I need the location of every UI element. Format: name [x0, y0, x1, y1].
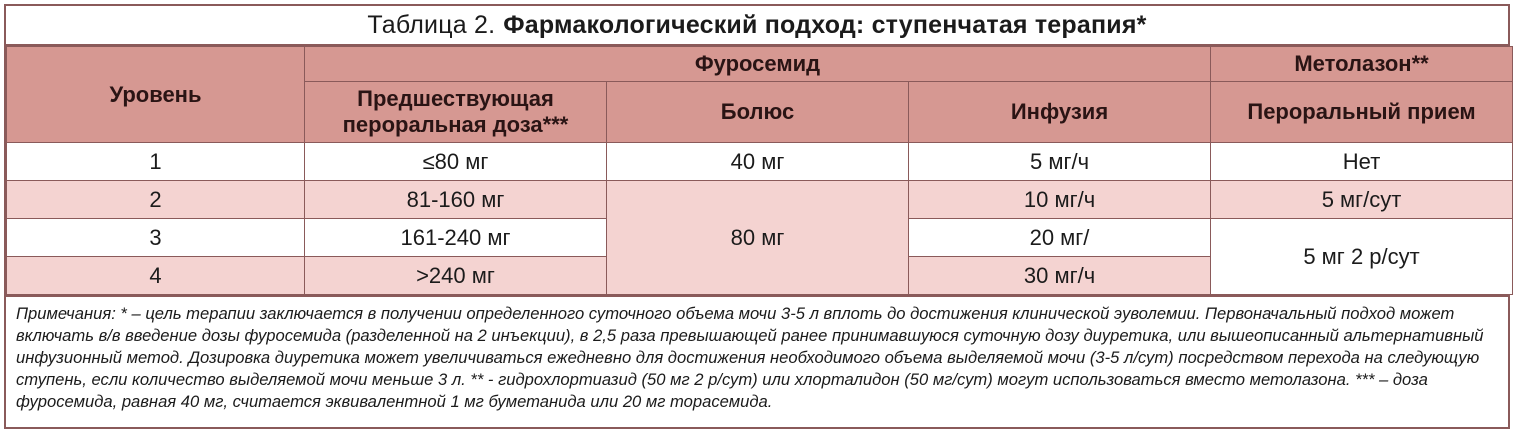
header-row-1 — [7, 47, 1513, 82]
cell-oral: Нет — [1211, 143, 1513, 181]
therapy-table — [6, 46, 1513, 295]
table-title — [6, 6, 1508, 46]
cell-infusion: 20 мг/ — [909, 219, 1211, 257]
cell-oral-merged: 5 мг 2 р/сут — [1211, 219, 1513, 295]
table-notes: Примечания: * – цель терапии заключается в получении определенного суточного объема мочи 3-5 л вплоть до достижения клинической эуволемии. Первоначальный подход может включать в/в введение дозы фуросемида (разделенной на 2 инъекции), в 2,5 раза превышающей ранее принимавшуюся суточную дозу диуретика, или вышеописанный альтернативный инфузионный метод. Дозировка диуретика может увеличиваться ежедневно для достижения необходимого объема выделяемой мочи (3-5 л/сут) посредством перехода на следующую ступень, если количество выделяемой мочи меньше 3 л. ** - гидрохлортиазид (50 мг 2 р/сут) или хлорталидон (50 мг/сут) могут использоваться вместо метолазона. *** – доза фуросемида, равная 40 мг, считается эквивалентной 1 мг буметанида или 20 мг торасемида. — [6, 295, 1508, 413]
table-title-main: Фармакологический подход: ступенчатая терапия* — [503, 10, 1147, 39]
header-furosemide: Фуросемид — [305, 47, 1211, 82]
header-bolus: Болюс — [607, 82, 909, 143]
cell-infusion: 30 мг/ч — [909, 257, 1211, 295]
table-row — [7, 143, 1513, 181]
header-prior-dose: Предшествующая пероральная доза*** — [305, 82, 607, 143]
cell-level: 4 — [7, 257, 305, 295]
cell-bolus: 40 мг — [607, 143, 909, 181]
cell-oral: 5 мг/сут — [1211, 181, 1513, 219]
cell-prior: 81-160 мг — [305, 181, 607, 219]
cell-level: 2 — [7, 181, 305, 219]
header-metolazone: Метолазон** — [1211, 47, 1513, 82]
cell-prior: ≤80 мг — [305, 143, 607, 181]
cell-infusion: 5 мг/ч — [909, 143, 1211, 181]
table-title-prefix: Таблица 2. — [367, 10, 496, 39]
header-infusion: Инфузия — [909, 82, 1211, 143]
table-row — [7, 181, 1513, 219]
cell-prior: >240 мг — [305, 257, 607, 295]
cell-prior: 161-240 мг — [305, 219, 607, 257]
cell-level: 1 — [7, 143, 305, 181]
cell-infusion: 10 мг/ч — [909, 181, 1211, 219]
header-level: Уровень — [7, 47, 305, 143]
header-oral: Пероральный прием — [1211, 82, 1513, 143]
cell-bolus-merged: 80 мг — [607, 181, 909, 295]
cell-level: 3 — [7, 219, 305, 257]
table-card — [4, 4, 1510, 429]
